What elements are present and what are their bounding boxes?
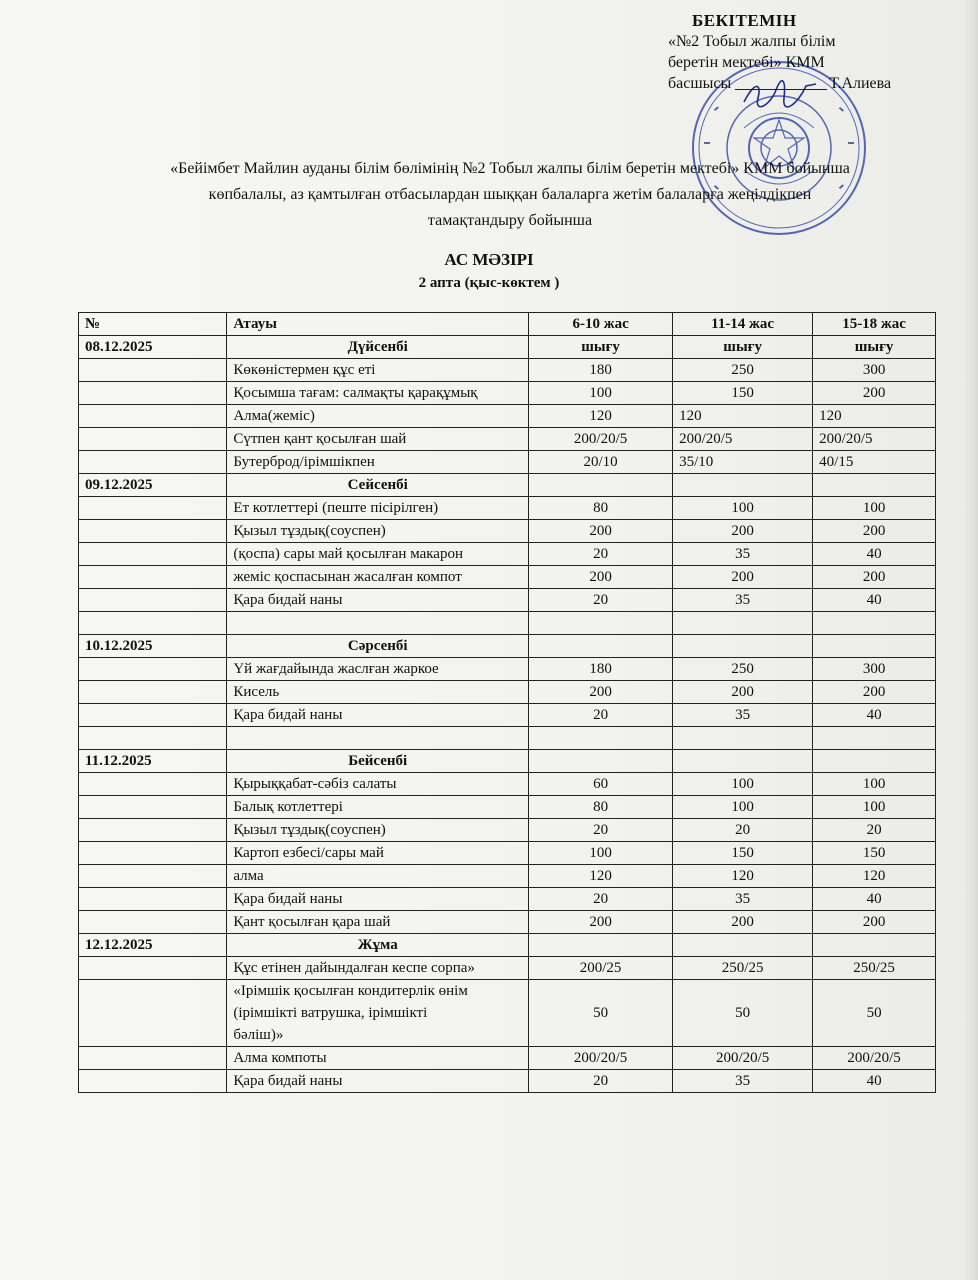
table-row (79, 796, 936, 819)
day-date: 09.12.2025 (79, 474, 227, 497)
header-name: Атауы (227, 313, 529, 336)
day-row-friday (79, 934, 936, 957)
portion-15-18: 300 (813, 359, 936, 382)
portion-15-18: 40 (813, 589, 936, 612)
header-age-6-10: 6-10 жас (529, 313, 673, 336)
portion-11-14: 200 (673, 681, 813, 704)
table-row (79, 865, 936, 888)
table-row (79, 980, 936, 1047)
portion-15-18: 100 (813, 773, 936, 796)
portion-15-18: 100 (813, 497, 936, 520)
portion-11-14: 100 (673, 796, 813, 819)
dish-name: Балық котлеттері (227, 796, 529, 819)
portion-11-14: 250/25 (673, 957, 813, 980)
day-row-wednesday (79, 635, 936, 658)
portion-11-14: 150 (673, 382, 813, 405)
menu-subtitle: 2 апта (қыс-көктем ) (418, 275, 560, 291)
day-date: 10.12.2025 (79, 635, 227, 658)
portion-11-14: 200/20/5 (673, 428, 813, 451)
header-age-11-14: 11-14 жас (673, 313, 813, 336)
table-row (79, 428, 936, 451)
table-row (79, 359, 936, 382)
dish-name: Сүтпен қант қосылған шай (227, 428, 529, 451)
page-edge-shadow (964, 0, 978, 1280)
day-name: Бейсенбі (227, 750, 529, 773)
approval-signature-line (668, 73, 968, 94)
approval-block (668, 10, 968, 94)
document-intro (60, 156, 960, 234)
dish-name: Кисель (227, 681, 529, 704)
day-name: Сәрсенбі (227, 635, 529, 658)
portion-15-18: 300 (813, 658, 936, 681)
portion-6-10: 50 (529, 980, 673, 1047)
portion-11-14: 100 (673, 773, 813, 796)
approval-line-2: беретін мектебі» КММ (668, 54, 825, 71)
dish-name (227, 980, 529, 1047)
portion-6-10: 100 (529, 842, 673, 865)
dish-name: Көкөністермен құс еті (227, 359, 529, 382)
approval-line-1: «№2 Тобыл жалпы білім (668, 33, 836, 50)
portion-15-18: 40 (813, 1070, 936, 1093)
output-label: шығу (529, 336, 673, 359)
portion-15-18: 150 (813, 842, 936, 865)
portion-11-14: 35 (673, 704, 813, 727)
portion-6-10: 200/20/5 (529, 1047, 673, 1070)
portion-6-10: 20 (529, 888, 673, 911)
day-name: Дүйсенбі (227, 336, 529, 359)
table-row (79, 1070, 936, 1093)
day-date: 08.12.2025 (79, 336, 227, 359)
portion-11-14: 120 (673, 865, 813, 888)
portion-15-18: 120 (813, 865, 936, 888)
portion-11-14: 35 (673, 543, 813, 566)
dish-name: Үй жағдайында жаслған жаркое (227, 658, 529, 681)
portion-6-10: 20 (529, 819, 673, 842)
dish-name: Қара бидай наны (227, 1070, 529, 1093)
dish-name-line-3: бәліш)» (233, 1027, 284, 1043)
intro-line-1: «Бейімбет Майлин ауданы білім бөлімінің №2 Тобыл жалпы білім беретін мектебі» КММ бойынша (170, 160, 850, 177)
day-row-thursday (79, 750, 936, 773)
portion-15-18: 200 (813, 911, 936, 934)
portion-15-18: 40 (813, 704, 936, 727)
day-date: 12.12.2025 (79, 934, 227, 957)
portion-6-10: 80 (529, 497, 673, 520)
portion-6-10: 200/25 (529, 957, 673, 980)
portion-6-10: 100 (529, 382, 673, 405)
dish-name: Қызыл тұздық(соуспен) (227, 520, 529, 543)
intro-line-2: көпбалалы, аз қамтылған отбасылардан шыққан балаларга жетім балаларға жеңілдікпен (208, 186, 812, 203)
portion-11-14: 200 (673, 520, 813, 543)
intro-line-3: тамақтандыру бойынша (427, 212, 593, 229)
menu-title: АС МӘЗІРІ (444, 250, 534, 269)
portion-11-14: 200 (673, 911, 813, 934)
dish-name: Қара бидай наны (227, 888, 529, 911)
table-row (79, 566, 936, 589)
portion-6-10: 20 (529, 543, 673, 566)
approval-heading: БЕКІТЕМІН (692, 11, 797, 30)
table-spacer-row (79, 727, 936, 750)
header-number: № (79, 313, 227, 336)
dish-name: Картоп езбесі/сары май (227, 842, 529, 865)
dish-name: жеміс қоспасынан жасалған компот (227, 566, 529, 589)
portion-15-18: 40/15 (813, 451, 936, 474)
dish-name: Қара бидай наны (227, 589, 529, 612)
table-row (79, 451, 936, 474)
header-age-15-18: 15-18 жас (813, 313, 936, 336)
portion-11-14: 35 (673, 589, 813, 612)
portion-15-18: 200 (813, 681, 936, 704)
portion-11-14: 200/20/5 (673, 1047, 813, 1070)
approval-position: басшысы (668, 75, 732, 92)
dish-name: алма (227, 865, 529, 888)
portion-6-10: 80 (529, 796, 673, 819)
table-row (79, 704, 936, 727)
portion-6-10: 200 (529, 566, 673, 589)
portion-6-10: 20 (529, 1070, 673, 1093)
portion-6-10: 200/20/5 (529, 428, 673, 451)
dish-name-line-2: (ірімшікті ватрушка, ірімшікті (233, 1005, 428, 1021)
table-row (79, 819, 936, 842)
portion-6-10: 120 (529, 865, 673, 888)
portion-11-14: 35/10 (673, 451, 813, 474)
portion-15-18: 20 (813, 819, 936, 842)
dish-name: Ет котлеттері (пеште пісірілген) (227, 497, 529, 520)
table-row (79, 842, 936, 865)
portion-6-10: 20/10 (529, 451, 673, 474)
portion-15-18: 50 (813, 980, 936, 1047)
table-row (79, 681, 936, 704)
approval-signer-name: Т.Алиева (829, 75, 892, 92)
portion-11-14: 250 (673, 658, 813, 681)
dish-name: Қант қосылған қара шай (227, 911, 529, 934)
dish-name: Құс етінен дайындалған кеспе сорпа» (227, 957, 529, 980)
portion-6-10: 20 (529, 704, 673, 727)
table-header-row (79, 313, 936, 336)
day-name: Сейсенбі (227, 474, 529, 497)
portion-6-10: 200 (529, 681, 673, 704)
portion-15-18: 200 (813, 520, 936, 543)
dish-name: Қара бидай наны (227, 704, 529, 727)
portion-15-18: 200/20/5 (813, 428, 936, 451)
table-row (79, 382, 936, 405)
dish-name: Алма(жеміс) (227, 405, 529, 428)
table-row (79, 497, 936, 520)
day-date: 11.12.2025 (79, 750, 227, 773)
day-row-monday (79, 336, 936, 359)
table-row (79, 773, 936, 796)
table-row (79, 1047, 936, 1070)
portion-11-14: 150 (673, 842, 813, 865)
table-row (79, 658, 936, 681)
portion-6-10: 120 (529, 405, 673, 428)
table-row (79, 405, 936, 428)
portion-15-18: 250/25 (813, 957, 936, 980)
table-row (79, 520, 936, 543)
portion-15-18: 100 (813, 796, 936, 819)
table-row (79, 589, 936, 612)
table-row (79, 543, 936, 566)
portion-6-10: 180 (529, 359, 673, 382)
portion-6-10: 60 (529, 773, 673, 796)
output-label: шығу (813, 336, 936, 359)
portion-15-18: 120 (813, 405, 936, 428)
portion-11-14: 200 (673, 566, 813, 589)
portion-11-14: 35 (673, 1070, 813, 1093)
portion-6-10: 20 (529, 589, 673, 612)
portion-11-14: 35 (673, 888, 813, 911)
dish-name: Алма компоты (227, 1047, 529, 1070)
portion-15-18: 200/20/5 (813, 1047, 936, 1070)
day-row-tuesday (79, 474, 936, 497)
table-row (79, 911, 936, 934)
portion-11-14: 50 (673, 980, 813, 1047)
portion-15-18: 200 (813, 382, 936, 405)
dish-name: Қырыққабат-сәбіз салаты (227, 773, 529, 796)
portion-11-14: 250 (673, 359, 813, 382)
portion-15-18: 40 (813, 543, 936, 566)
table-spacer-row (79, 612, 936, 635)
portion-6-10: 180 (529, 658, 673, 681)
portion-6-10: 200 (529, 520, 673, 543)
dish-name: (қоспа) сары май қосылған макарон (227, 543, 529, 566)
signature-underline (735, 88, 827, 90)
portion-15-18: 200 (813, 566, 936, 589)
dish-name: Қосымша тағам: салмақты қарақұмық (227, 382, 529, 405)
menu-table (78, 312, 936, 1093)
portion-11-14: 100 (673, 497, 813, 520)
portion-11-14: 120 (673, 405, 813, 428)
dish-name: Қызыл тұздық(соуспен) (227, 819, 529, 842)
output-label: шығу (673, 336, 813, 359)
table-row (79, 888, 936, 911)
portion-6-10: 200 (529, 911, 673, 934)
table-row (79, 957, 936, 980)
dish-name-line-1: «Ірімшік қосылған кондитерлік өнім (233, 983, 468, 999)
portion-15-18: 40 (813, 888, 936, 911)
dish-name: Бутерброд/ірімшікпен (227, 451, 529, 474)
day-name: Жұма (227, 934, 529, 957)
portion-11-14: 20 (673, 819, 813, 842)
